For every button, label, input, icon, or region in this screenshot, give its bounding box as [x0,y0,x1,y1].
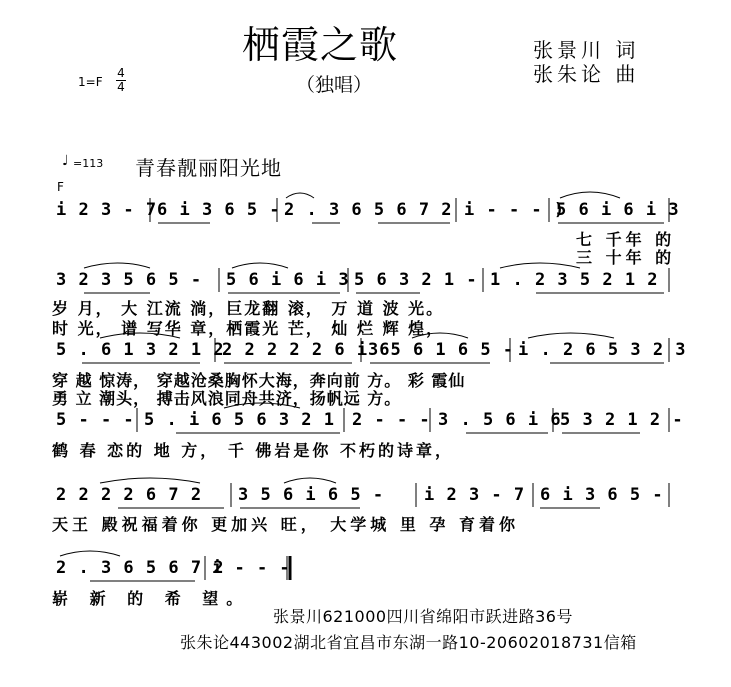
measure: 3 5 6 1 6 5 - [368,340,515,360]
composer-address: 张朱论443002湖北省宜昌市东湖一路10-20602018731信箱 [180,633,637,652]
lyric-line: 鹤 春 恋的 地 方， 千 佛岩是你 不朽的诗章， [52,441,454,460]
lyric-line: 七 千年 的 [576,230,676,249]
tempo-description: 青春靓丽阳光地 [135,156,282,180]
lyric-line: 三 十年 的 [576,248,676,267]
measure: i . 2 6 5 3 2 3 [518,340,687,360]
quarter-note-icon: ♩ [62,153,69,169]
measure: 5 . i 6 5 6 3 2 1 [144,410,335,430]
tempo-mark: =113 [73,157,104,170]
beam-lines [82,223,664,581]
measure: 2 2 2 2 2 6 i 6 [222,340,391,360]
measure: i - - - [212,558,291,578]
measure: i - - - ) [464,200,566,220]
lyricist-address: 张景川621000四川省绵阳市跃进路36号 [273,607,573,626]
measure: 5 3 2 1 2 - [560,410,684,430]
key-signature: 1=F [78,75,103,89]
measure: 2 . 3 6 5 6 7 2 [56,558,225,578]
lyric-line: 岁 月， 大 江流 淌，巨龙翻 滚， 万 道 波 光。 [52,299,445,318]
lyric-line: 穿 越 惊涛， 穿越沧桑胸怀大海，奔向前 方。 彩 霞仙 [52,371,466,390]
lyric-line: 时 光， 谱 写华 章，栖霞光 芒， 灿 烂 辉 煌， [52,319,445,338]
measure: 3 . 5 6 i 6 [438,410,562,430]
measure: 2 . 3 6 5 6 7 2 [284,200,453,220]
measure: 5 6 i 6 i 3 [226,270,350,290]
measure: 5 6 i 6 i 3 [556,200,680,220]
lyricist-credit: 张景川 词 [533,38,640,62]
measure: 2 - - - [352,410,431,430]
meter-top: 4 [117,66,125,80]
measure: 3 5 6 i 6 5 - [238,485,385,505]
measure: 5 6 3 2 1 - [354,270,478,290]
measure: 6 i 3 6 5 - [157,200,281,220]
measure: 5 . 6 1 3 2 1 2 [56,340,225,360]
measure: 3 2 3 5 6 5 - [56,270,203,290]
measure: i 2 3 - 7 [56,200,158,220]
measure: 1 . 2 3 5 2 1 2 [490,270,659,290]
slurs [60,192,620,556]
chord-symbol: F [57,180,64,194]
measure: 5 - - - [56,410,135,430]
composer-credit: 张朱论 曲 [533,62,640,86]
song-subtitle: （独唱） [296,74,373,96]
lyric-line: 天王 殿祝福着你 更加兴 旺， 大学城 里 孕 育着你 [52,515,519,534]
lyric-line: 崭 新 的 希 望。 [52,589,251,608]
measure: i 2 3 - 7 [424,485,526,505]
measure: 2 2 2 2 6 7 2 [56,485,203,505]
barlines [137,198,669,580]
song-title: 栖霞之歌 [242,23,399,67]
measure: 6 i 3 6 5 - [540,485,664,505]
meter-bottom: 4 [117,80,125,94]
lyric-line: 勇 立 潮头， 搏击风浪同舟共济，扬帆远 方。 [52,389,402,408]
